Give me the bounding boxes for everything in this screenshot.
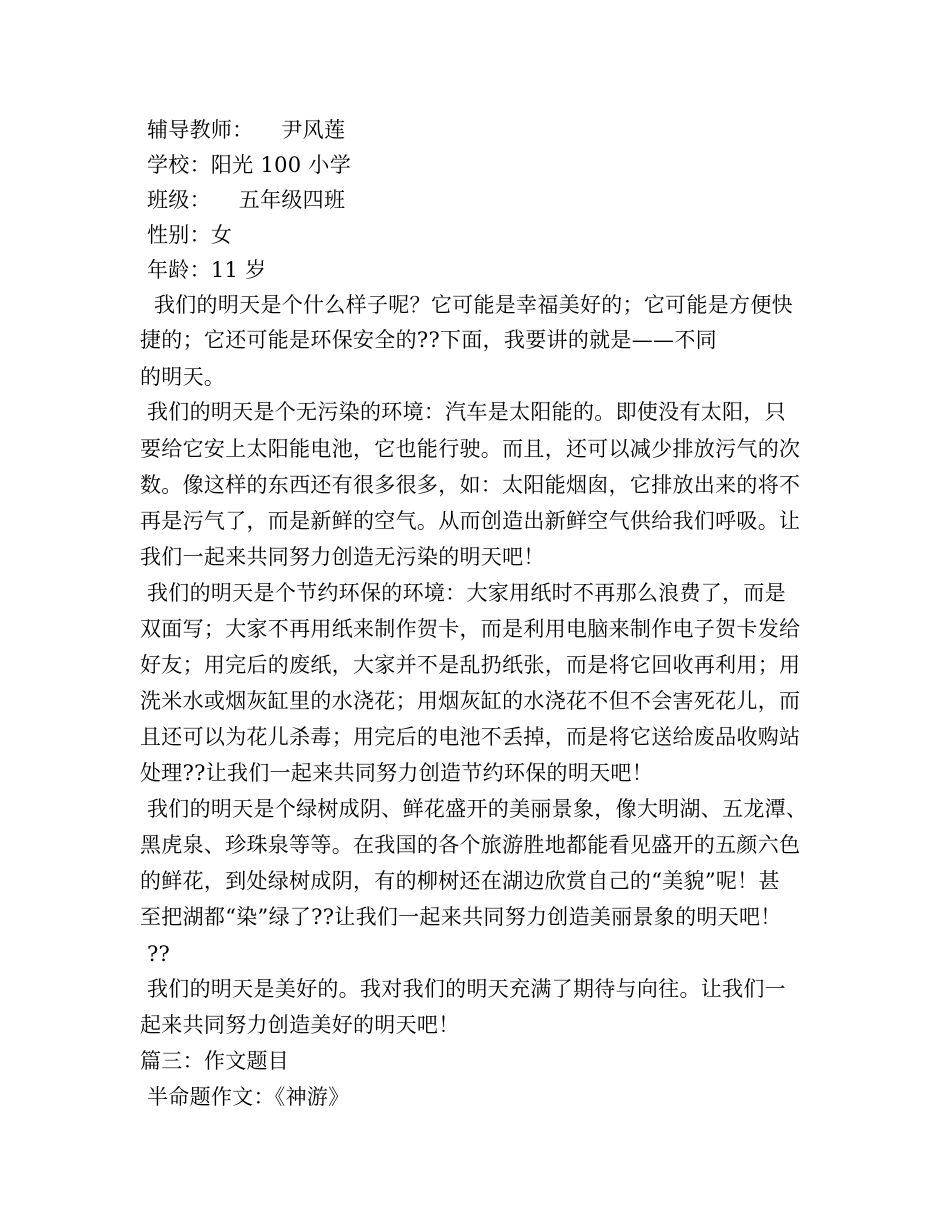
section-heading: 篇三：作文题目 — [140, 1049, 290, 1073]
text-line: 黑虎泉、珍珠泉等等。在我国的各个旅游胜地都能看见盛开的五颜六色 — [140, 833, 801, 857]
text-line: 我们的明天是个无污染的环境：汽车是太阳能的。即使没有太阳，只 — [140, 400, 786, 424]
class-line: 班级： 五年级四班 — [140, 188, 346, 212]
text-line: 我们的明天是美好的。我对我们的明天充满了期待与向往。让我们一 — [140, 977, 786, 1001]
text-line: 我们的明天是个什么样子呢？它可能是幸福美好的；它可能是方便快 — [140, 293, 793, 317]
text-line: 起来共同努力创造美好的明天吧！ — [140, 1013, 460, 1037]
text-line: 我们一起来共同努力创造无污染的明天吧！ — [140, 545, 545, 569]
text-line: 再是污气了，而是新鲜的空气。从而创造出新鲜空气供给我们呼吸。让 — [140, 509, 801, 533]
text-line: 好友；用完后的废纸，大家并不是乱扔纸张，而是将它回收再利用；用 — [140, 653, 801, 677]
text-line: 的鲜花，到处绿树成阴，有的柳树还在湖边欣赏自己的“美貌”呢！甚 — [140, 869, 780, 893]
text-line: 要给它安上太阳能电池，它也能行驶。而且，还可以减少排放污气的次 — [140, 437, 801, 461]
text-line: 半命题作文：《神游》 — [140, 1085, 350, 1109]
text-line: 捷的；它还可能是环保安全的??下面，我要讲的就是——不同 — [140, 328, 717, 352]
teacher-line: 辅导教师： 尹风莲 — [140, 118, 346, 142]
text-line: ?? — [140, 942, 171, 966]
text-line: 我们的明天是个节约环保的环境：大家用纸时不再那么浪费了，而是 — [140, 581, 786, 605]
text-line: 至把湖都“染”绿了??让我们一起来共同努力创造美丽景象的明天吧！ — [140, 905, 782, 929]
gender-line: 性别：女 — [140, 223, 233, 247]
text-line: 我们的明天是个绿树成阴、鲜花盛开的美丽景象，像大明湖、五龙潭、 — [140, 797, 808, 821]
text-line: 数。像这样的东西还有很多很多，如：太阳能烟囱，它排放出来的将不 — [140, 473, 801, 497]
text-line: 双面写；大家不再用纸来制作贺卡，而是利用电脑来制作电子贺卡发给 — [140, 617, 801, 641]
text-line: 的明天。 — [140, 365, 226, 389]
text-line: 处理??让我们一起来共同努力创造节约环保的明天吧！ — [140, 761, 654, 785]
text-line: 且还可以为花儿杀毒；用完后的电池不丢掉，而是将它送给废品收购站 — [140, 725, 801, 749]
text-line: 洗米水或烟灰缸里的水浇花；用烟灰缸的水浇花不但不会害死花儿，而 — [140, 689, 801, 713]
age-line: 年龄：11 岁 — [140, 258, 267, 282]
school-line: 学校：阳光 100 小学 — [140, 153, 352, 177]
